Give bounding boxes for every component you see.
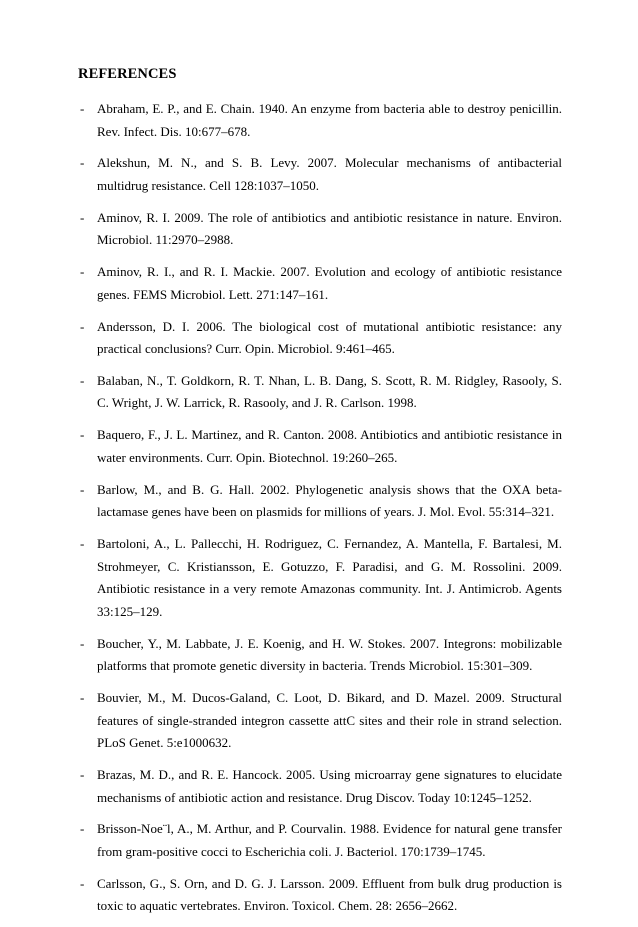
list-bullet: - — [80, 318, 85, 334]
reference-entry — [0, 633, 638, 678]
reference-text: Barlow, M., and B. G. Hall. 2002. Phylogenetic analysis shows that the OXA beta-lactamase genes have been on plasmids for millions of years. J. Mol. Evol. 55:314–321. — [97, 481, 562, 520]
list-bullet: - — [80, 372, 85, 388]
reference-entry — [0, 818, 638, 863]
reference-entry — [0, 424, 638, 469]
list-bullet: - — [80, 209, 85, 225]
list-bullet: - — [80, 875, 85, 891]
reference-entry — [0, 207, 638, 252]
reference-text: Balaban, N., T. Goldkorn, R. T. Nhan, L. B. Dang, S. Scott, R. M. Ridgley, Rasooly, S. C. Wright, J. W. Larrick, R. Rasooly, and J. R. Carlson. 1998. — [97, 372, 562, 411]
reference-text: Bouvier, M., M. Ducos-Galand, C. Loot, D. Bikard, and D. Mazel. 2009. Structural features of single-stranded integron cassette attC sites and their role in strand selection. PLoS Genet. 5:e1000632. — [97, 689, 562, 751]
reference-text: Andersson, D. I. 2006. The biological cost of mutational antibiotic resistance: any practical conclusions? Curr. Opin. Microbiol. 9:461–465. — [97, 318, 562, 357]
reference-entry — [0, 316, 638, 361]
reference-text: Boucher, Y., M. Labbate, J. E. Koenig, and H. W. Stokes. 2007. Integrons: mobilizable platforms that promote genetic diversity in bacteria. Trends Microbiol. 15:301–309. — [97, 635, 562, 674]
reference-text: Alekshun, M. N., and S. B. Levy. 2007. Molecular mechanisms of antibacterial multidrug resistance. Cell 128:1037–1050. — [97, 155, 562, 193]
reference-text: Abraham, E. P., and E. Chain. 1940. An enzyme from bacteria able to destroy penicillin. Rev. Infect. Dis. 10:677–678. — [97, 101, 562, 139]
list-bullet: - — [80, 427, 85, 443]
references-heading: REFERENCES — [78, 66, 177, 82]
reference-text: Aminov, R. I. 2009. The role of antibiotics and antibiotic resistance in nature. Environ. Microbiol. 11:2970–2988. — [97, 209, 562, 248]
reference-entry — [0, 370, 638, 415]
reference-text: Brazas, M. D., and R. E. Hancock. 2005. Using microarray gene signatures to elucidate mechanisms of antibiotic action and resistance. Drug Discov. Today 10:1245–1252. — [97, 766, 562, 805]
reference-text: Carlsson, G., S. Orn, and D. G. J. Larsson. 2009. Effluent from bulk drug production is toxic to aquatic vertebrates. Environ. Toxicol. Chem. 28: 2656–2662. — [97, 875, 562, 914]
list-bullet: - — [80, 766, 85, 782]
reference-text: Baquero, F., J. L. Martinez, and R. Canton. 2008. Antibiotics and antibiotic resistance in water environments. Curr. Opin. Biotechnol. 19:260–265. — [97, 427, 562, 465]
list-bullet: - — [80, 264, 85, 280]
list-bullet: - — [80, 481, 85, 497]
list-bullet: - — [80, 155, 85, 171]
list-bullet: - — [80, 689, 85, 705]
list-bullet: - — [80, 101, 85, 116]
reference-entry — [0, 687, 638, 755]
reference-entry — [0, 873, 638, 918]
list-bullet: - — [80, 635, 85, 651]
reference-text: Brisson-Noe¨l, A., M. Arthur, and P. Courvalin. 1988. Evidence for natural gene transfer from gram-positive cocci to Escherichia coli. J. Bacteriol. 170:1739–1745. — [97, 821, 562, 859]
reference-entry — [0, 98, 638, 143]
list-bullet: - — [80, 821, 85, 837]
reference-entry — [0, 479, 638, 524]
reference-text: Aminov, R. I., and R. I. Mackie. 2007. Evolution and ecology of antibiotic resistance genes. FEMS Microbiol. Lett. 271:147–161. — [97, 264, 562, 302]
reference-entry — [0, 261, 638, 306]
reference-entry — [0, 152, 638, 197]
reference-entry — [0, 764, 638, 809]
reference-text: Bartoloni, A., L. Pallecchi, H. Rodriguez, C. Fernandez, A. Mantella, F. Bartalesi, M. Strohmeyer, C. Kristiansson, E. Gotuzzo, F. Paradisi, and G. M. Rossolini. 2009. Antibiotic resistance in a very remote Amazonas community. Int. J. Antimicrob. Agents 33:125–129. — [97, 536, 562, 619]
list-bullet: - — [80, 536, 85, 551]
reference-list — [0, 98, 638, 927]
reference-entry — [0, 533, 638, 623]
